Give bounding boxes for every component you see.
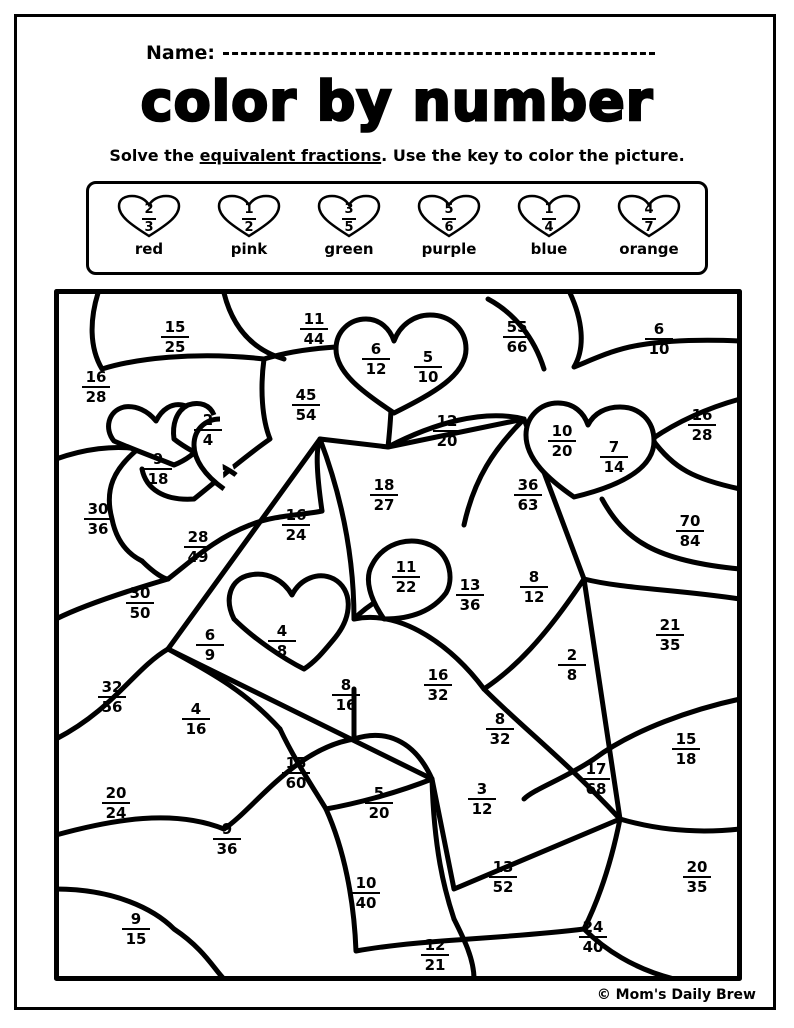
puzzle-fraction: 9 36	[213, 821, 241, 857]
key-color-label: purple	[421, 240, 477, 258]
puzzle-fraction: 11 22	[392, 559, 420, 595]
coloring-picture	[54, 289, 742, 981]
puzzle-fraction: 4 16	[182, 701, 210, 737]
puzzle-fraction: 16 28	[688, 407, 716, 443]
puzzle-fraction: 6 9	[196, 627, 224, 663]
puzzle-fraction: 28 49	[184, 529, 212, 565]
puzzle-fraction: 17 68	[582, 761, 610, 797]
puzzle-fraction: 45 54	[292, 387, 320, 423]
color-key	[86, 181, 708, 275]
puzzle-fraction: 15 25	[161, 319, 189, 355]
instruction-emphasis: equivalent fractions	[199, 146, 382, 165]
puzzle-fraction: 30 50	[126, 585, 154, 621]
puzzle-fraction: 5 10	[414, 349, 442, 385]
puzzle-fraction: 55 66	[503, 319, 531, 355]
puzzle-fraction: 70 84	[676, 513, 704, 549]
key-color-label: red	[134, 240, 164, 258]
puzzle-fraction: 9 15	[122, 911, 150, 947]
puzzle-fraction: 16 28	[82, 369, 110, 405]
name-blank-line[interactable]	[223, 52, 655, 55]
puzzle-fraction: 2 4	[194, 412, 222, 448]
name-label: Name:	[146, 42, 216, 64]
puzzle-fraction: 2 8	[558, 647, 586, 683]
puzzle-fraction: 8 12	[520, 569, 548, 605]
key-item-green: 3 5 green	[304, 194, 394, 258]
key-item-red: 2 3 red	[104, 194, 194, 258]
puzzle-fraction: 9 18	[144, 451, 172, 487]
puzzle-fraction: 20 24	[102, 785, 130, 821]
key-item-purple: 5 6 purple	[404, 194, 494, 258]
puzzle-fraction: 8 32	[486, 711, 514, 747]
key-color-label: pink	[230, 240, 268, 258]
puzzle-fraction: 15 18	[672, 731, 700, 767]
puzzle-fraction: 5 20	[365, 785, 393, 821]
puzzle-fraction: 24 40	[579, 919, 607, 955]
puzzle-fraction: 12 21	[421, 937, 449, 973]
picture-outline	[54, 289, 742, 981]
puzzle-fraction: 8 16	[332, 677, 360, 713]
key-item-blue: 1 4 blue	[504, 194, 594, 258]
puzzle-fraction: 12 20	[433, 413, 461, 449]
puzzle-fraction: 15 60	[282, 755, 310, 791]
puzzle-fraction: 10 40	[352, 875, 380, 911]
puzzle-fraction: 13 52	[489, 859, 517, 895]
puzzle-fraction: 36 63	[514, 477, 542, 513]
page-title: color by number	[140, 70, 654, 133]
name-field[interactable]	[146, 42, 655, 64]
puzzle-fraction: 11 44	[300, 311, 328, 347]
key-color-label: orange	[619, 240, 679, 258]
key-item-pink: 1 2 pink	[204, 194, 294, 258]
instructions: Solve the equivalent fractions. Use the key to color the picture.	[109, 146, 685, 165]
copyright-footer: © Mom's Daily Brew	[596, 987, 756, 1003]
puzzle-fraction: 20 35	[683, 859, 711, 895]
puzzle-fraction: 6 12	[362, 341, 390, 377]
puzzle-fraction: 21 35	[656, 617, 684, 653]
puzzle-fraction: 4 8	[268, 623, 296, 659]
puzzle-fraction: 18 27	[370, 477, 398, 513]
puzzle-fraction: 30 36	[84, 501, 112, 537]
puzzle-fraction: 13 36	[456, 577, 484, 613]
puzzle-fraction: 7 14	[600, 439, 628, 475]
puzzle-fraction: 6 10	[645, 321, 673, 357]
key-color-label: blue	[530, 240, 568, 258]
puzzle-fraction: 16 32	[424, 667, 452, 703]
puzzle-fraction: 3 12	[468, 781, 496, 817]
key-item-orange: 4 7 orange	[604, 194, 694, 258]
puzzle-fraction: 16 24	[282, 507, 310, 543]
puzzle-fraction: 10 20	[548, 423, 576, 459]
key-color-label: green	[324, 240, 374, 258]
puzzle-fraction: 32 56	[98, 679, 126, 715]
